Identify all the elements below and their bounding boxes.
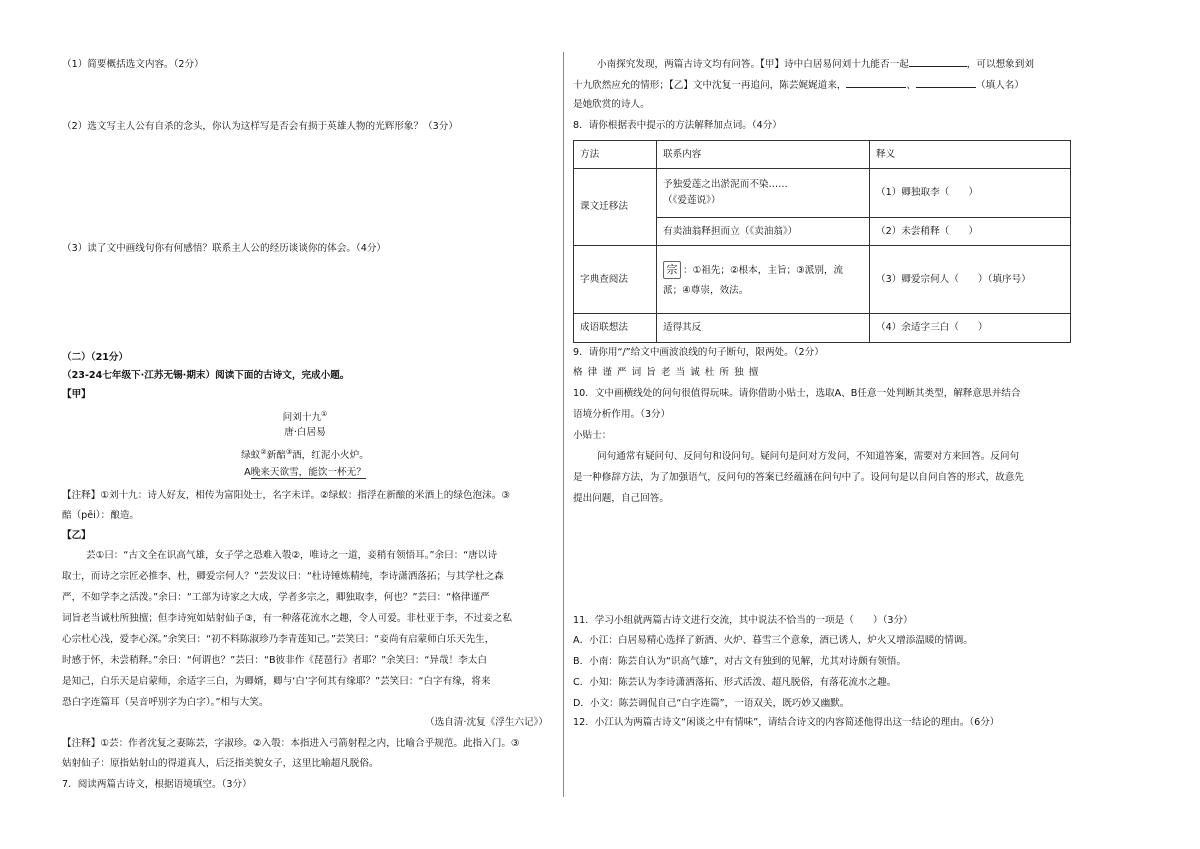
- meaning-item-4[interactable]: （4）余适字三白（ ）: [870, 314, 1071, 343]
- prose-line: 芸①曰：“古文全在识高气雄，女子学之恐难入彀②，唯诗之一道，妾稍有领悟耳。”余曰：“唐以诗: [86, 550, 498, 561]
- question-10-prompt-line-2: 语境分析作用。（3分）: [573, 409, 671, 420]
- prose-line: 是知己，白乐天是启蒙师，余适字三白，为卿婿，卿与‘白’字何其有缘耶？”芸笑曰：“白字有缘，将来: [62, 676, 491, 687]
- tip-line-2: 是一种修辞方法，为了加强语气，反问句的答案已经蕴涵在问句中了。设问句是以自问自答的形式，故意先: [573, 472, 1024, 483]
- question-11-prompt: 11．学习小组就两篇古诗文进行交流，其中说法不恰当的一项是（ ）（3分）: [573, 615, 913, 626]
- prose-line: 恐白字连篇耳（吴音呼别字为白字）。”相与大笑。: [62, 697, 269, 708]
- fill-in-line-2: 十九欣然应允的情形；【乙】文中沈复一再追问，陈芸娓娓道来， 、 （填人名）: [573, 77, 1024, 93]
- context-maiyouweng: 有卖油翁释担而立（《卖油翁》）: [657, 218, 870, 246]
- prose-source: （选自清·沈复《浮生六记》）: [425, 717, 548, 728]
- table-header-context: 联系内容: [657, 141, 870, 169]
- method-dictionary: 字典查阅法: [574, 246, 657, 314]
- prose-line: 严，不如学李之活泼。”余曰：“工部为诗家之大成，学者多宗之，卿独取李，何也？”芸曰：“格律谨严: [62, 592, 490, 603]
- passage-jia-label: 【甲】: [62, 389, 91, 400]
- question-7-prompt: 7．阅读两篇古诗文，根据语境填空。（3分）: [62, 779, 252, 790]
- option-a[interactable]: A．小江：白居易精心选择了新酒、火炉、暮雪三个意象，酒已诱人，炉火又增添温暖的情调。: [573, 635, 973, 646]
- prose-line: 词旨老当诚杜所独擅；但李诗宛如姑射仙子③，有一种落花流水之趣，令人可爱。非杜亚于李，不过妾之私: [62, 613, 512, 624]
- table-header-method: 方法: [574, 141, 657, 169]
- question-10-prompt-line-1: 10．文中画横线处的问句很值得玩味。请你借助小贴士，选取A、B任意一处判断其类型，解释意思并结合: [573, 388, 1021, 399]
- question-8-prompt: 8．请你根据表中提示的方法解释加点词。（4分）: [573, 120, 782, 131]
- answer-blank[interactable]: [909, 56, 967, 67]
- question-2-prompt: （2）选文写主人公有自杀的念头，你认为这样写是否会有损于英雄人物的光辉形象？（3分）: [62, 121, 458, 132]
- section-heading: （二）（21分）: [62, 352, 129, 363]
- question-3-prompt: （3）读了文中画线句你有何感悟？联系主人公的经历谈谈你的体会。（4分）: [62, 243, 387, 254]
- passage-yi-label: 【乙】: [62, 530, 91, 541]
- poem-line-2: A晚来天欲雪，能饮一杯无？: [244, 467, 366, 478]
- answer-blank[interactable]: [916, 77, 976, 88]
- question-9-sentence[interactable]: 格 律 谨 严 词 旨 老 当 诚 杜 所 独 擅: [573, 367, 760, 378]
- meaning-item-1[interactable]: （1）卿独取李（ ）: [870, 169, 1071, 218]
- option-d[interactable]: D．小文：陈芸调侃自己“白字连篇”，一语双关，既巧妙又幽默。: [573, 698, 850, 709]
- question-1-prompt: （1）简要概括选文内容。（2分）: [62, 59, 204, 70]
- source-instruction: （23-24七年级下·江苏无锡·期末）阅读下面的古诗文，完成小题。: [62, 370, 350, 381]
- tip-line-3: 提出问题，自己回答。: [573, 493, 669, 504]
- tip-title: 小贴士：: [573, 430, 612, 441]
- answer-blank[interactable]: [846, 77, 906, 88]
- context-ailian: 予独爱莲之出淤泥而不染…… （《爱莲说》）: [657, 169, 870, 218]
- poem-title: 问刘十九①: [282, 410, 328, 424]
- table-header-meaning: 释义: [870, 141, 1071, 169]
- fill-in-line-3: 是她欣赏的诗人。: [573, 99, 650, 110]
- prose-notes-line-2: 姑射仙子：原指姑射山的得道真人，后泛指美貌女子，这里比喻超凡脱俗。: [62, 758, 379, 769]
- method-idiom: 成语联想法: [574, 314, 657, 343]
- context-dictionary-entry: 宗 ：①祖先；②根本，主旨；③派别，流 派；④尊崇，效法。: [657, 246, 870, 314]
- prose-line: 取士，而诗之宗匠必推李、杜，卿爱宗何人？”芸发议曰：“杜诗锤炼精纯，李诗潇洒落拓；与其学杜之森: [62, 571, 504, 582]
- poem-author: 唐·白居易: [284, 427, 326, 438]
- poem-line-1: 绿蚁②新醅③酒，红泥小火炉。: [241, 448, 369, 462]
- method-table: [573, 140, 1071, 343]
- tip-line-1: 问句通常有疑问句、反问句和设问句。疑问句是问对方发问，不知道答案，需要对方来回答。反问句: [597, 451, 1020, 462]
- meaning-item-2[interactable]: （2）未尝稍释（ ）: [870, 218, 1071, 246]
- prose-line: 心宗杜心浅，爱李心深。”余笑曰：“初不料陈淑珍乃李青莲知己。”芸笑曰：“妾尚有启蒙师白乐天先生，: [62, 634, 495, 645]
- meaning-item-3[interactable]: （3）卿爱宗何人（ ）（填序号）: [870, 246, 1071, 314]
- dictionary-character-icon: 宗: [663, 261, 681, 279]
- option-b[interactable]: B．小南：陈芸自认为“识高气雄”，对古文有独到的见解，尤其对诗颇有领悟。: [573, 656, 907, 667]
- option-c[interactable]: C．小知：陈芸认为李诗潇洒落拓、形式活泼、超凡脱俗，有落花流水之趣。: [573, 677, 897, 688]
- prose-notes-line-1: 【注释】①芸：作者沈复之妻陈芸，字淑珍。②入彀：本指进入弓箭射程之内，比喻合乎规范。此指入门。③: [62, 738, 520, 749]
- column-divider: [563, 52, 564, 797]
- fill-in-line-1: 小南探究发现，两篇古诗文均有问答。【甲】诗中白居易问刘十九能否一起 ，可以想象到刘: [597, 56, 1034, 72]
- context-idiom: 适得其反: [657, 314, 870, 343]
- poem-notes-line-1: 【注释】①刘十九：诗人好友，相传为富阳处士，名字未详。②绿蚁：指浮在新酿的米酒上的绿色泡沫。③: [62, 490, 510, 501]
- prose-line: 时感于怀，未尝稍释。”余曰：“何谓也？”芸曰：“B彼非作《琵琶行》者耶？”余笑曰：“异哉！李太白: [62, 655, 487, 666]
- method-textbook-transfer: 课文迁移法: [574, 169, 657, 246]
- poem-notes-line-2: 醅（pēi）：酿造。: [62, 510, 140, 521]
- question-12-prompt: 12．小江认为两篇古诗文“闲谈之中有情味”，请结合诗文的内容简述他得出这一结论的理由。（6分）: [573, 717, 1000, 728]
- question-9-prompt: 9．请你用“/”给文中画波浪线的句子断句，限两处。（2分）: [573, 347, 824, 358]
